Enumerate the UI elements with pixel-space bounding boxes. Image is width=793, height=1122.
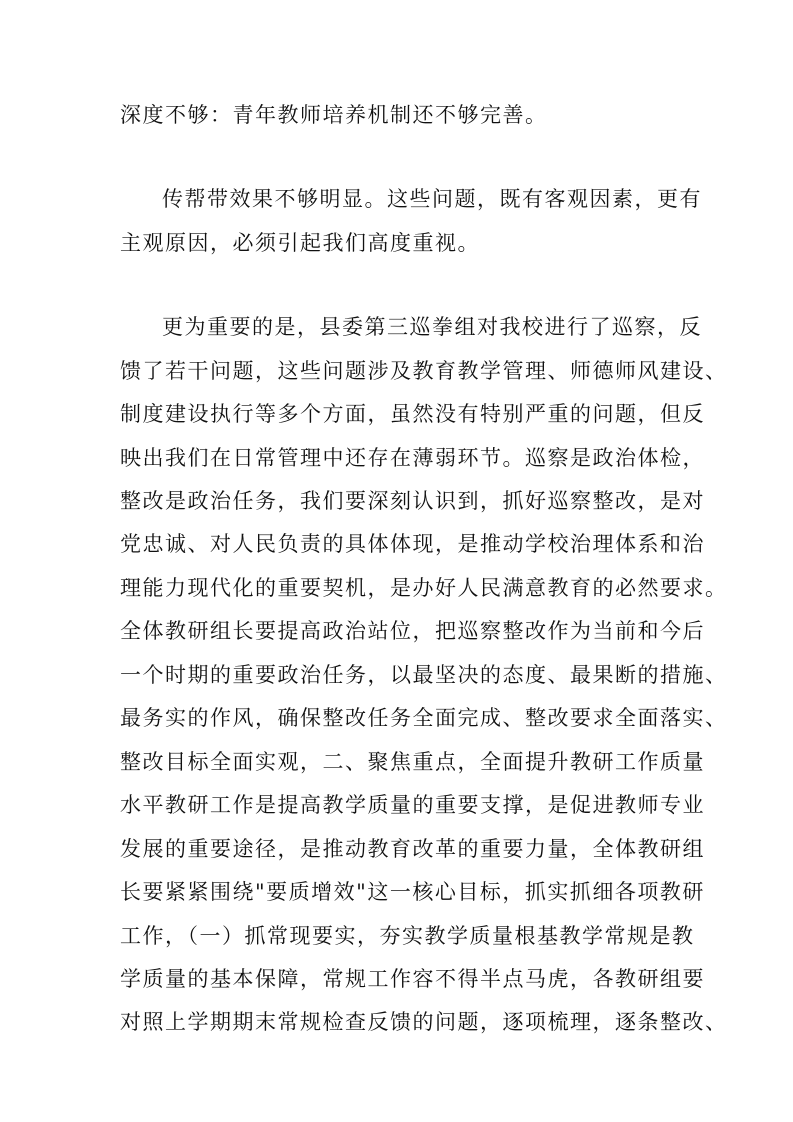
paragraph-3-line-11: 整改目标全面实观，二、聚焦重点，全面提升教研工作质量 [120, 750, 705, 774]
paragraph-3-line-7: 理能力现代化的重要契机，是办好人民满意教育的必然要求。 [120, 576, 728, 600]
paragraph-3-line-17: 对照上学期期末常规检查反馈的问题，逐项梳理，逐条整改、 [120, 1010, 728, 1034]
paragraph-3-line-10: 最务实的作风，确保整改任务全面完成、整改要求全面落实、 [120, 706, 728, 730]
paragraph-3-line-3: 制度建设执行等多个方面，虽然没有特别严重的问题，但反 [120, 402, 705, 426]
paragraph-3-line-4: 映出我们在日常管理中还存在薄弱环节。巡察是政治体检， [120, 446, 705, 470]
paragraph-3-line-9: 一个时期的重要政治任务，以最坚决的态度、最果断的措施、 [120, 663, 728, 687]
paragraph-2-line-2: 主观原因，必须引起我们高度重视。 [120, 231, 480, 255]
paragraph-3-line-15: 工作，（一）抓常现要实，夯实教学质量根基教学常规是教 [120, 924, 695, 948]
paragraph-3-line-12: 水平教研工作是提高教学质量的重要支撑，是促进教师专业 [120, 793, 705, 817]
paragraph-3-line-16: 学质量的基本保障，常规工作容不得半点马虎，各教研组要 [120, 967, 705, 991]
paragraph-1-line-1: 深度不够：青年教师培养机制还不够完善。 [120, 103, 548, 127]
paragraph-3-line-8: 全体教研组长要提高政治站位，把巡察整改作为当前和今后 [120, 619, 705, 643]
paragraph-3-line-2: 馈了若干问题，这些问题涉及教育教学管理、师德师风建设、 [120, 359, 728, 383]
paragraph-3-line-5: 整改是政治任务，我们要深刻认识到，抓好巡察整改，是对 [120, 489, 705, 513]
paragraph-3-line-6: 党忠诚、对人民负责的具体体现，是推动学校治理体系和治 [120, 532, 705, 556]
paragraph-3-line-1: 更为重要的是，县委第三巡拳组对我校进行了巡察，反 [162, 315, 702, 339]
paragraph-3-line-14: 长要紧紧围绕"要质增效"这一核心目标，抓实抓细各项教研 [120, 880, 705, 904]
paragraph-2-line-1: 传帮带效果不够明显。这些问题，既有客观因素，更有 [162, 187, 702, 211]
paragraph-3-line-13: 发展的重要途径，是推动教育改革的重要力量，全体教研组 [120, 837, 705, 861]
